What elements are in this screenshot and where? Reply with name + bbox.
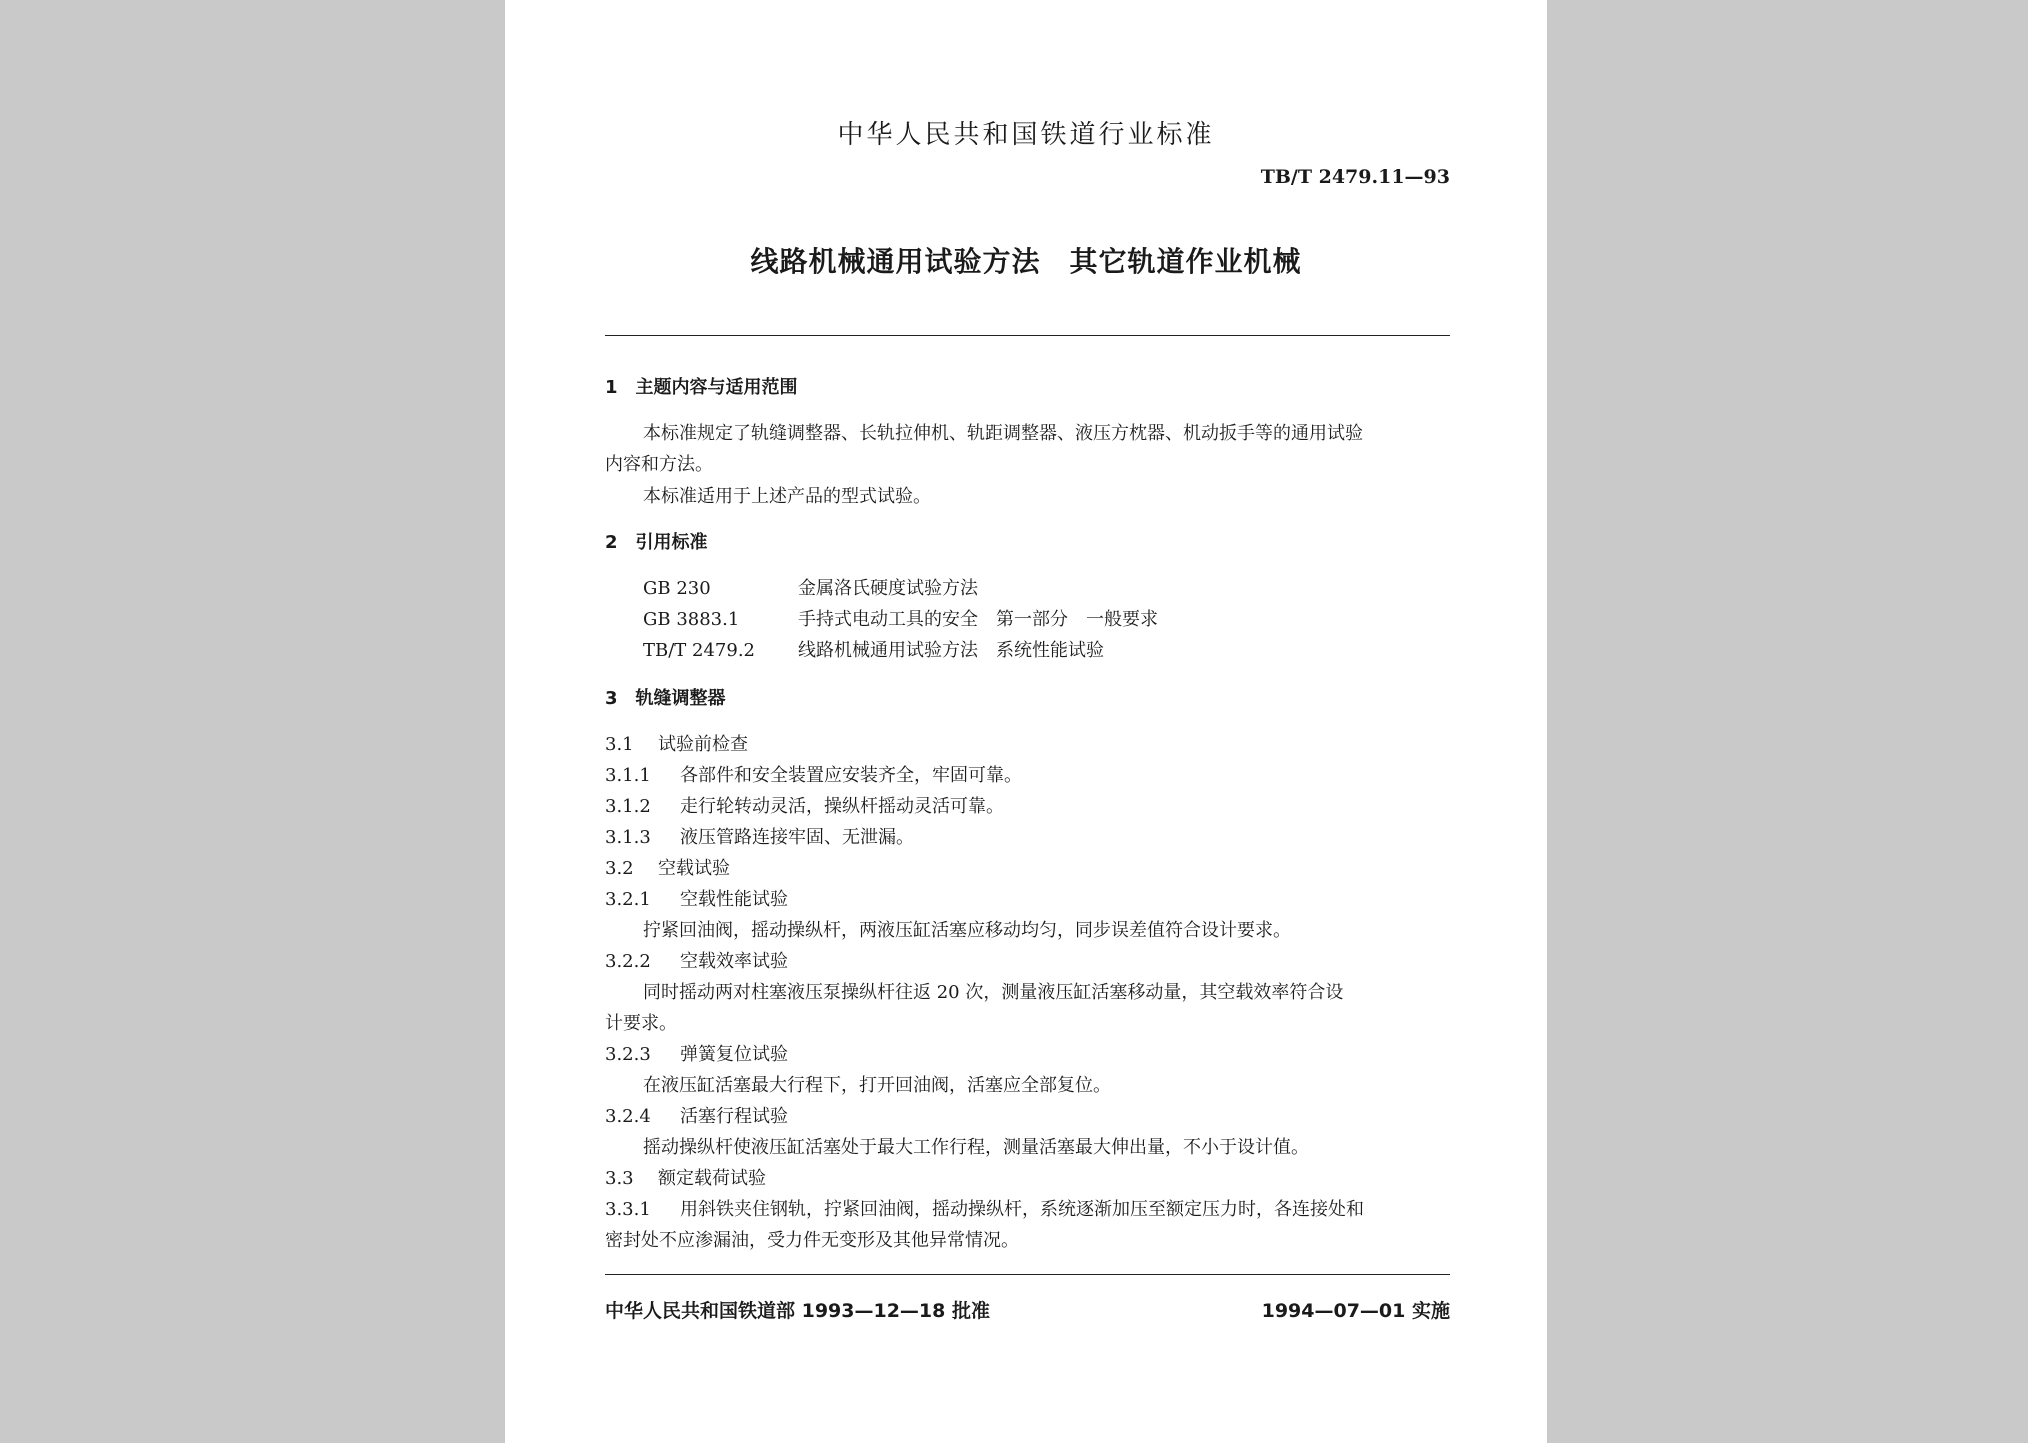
clause-text: 空载效率试验 (680, 951, 788, 972)
clause-text: 液压管路连接牢固、无泄漏。 (680, 827, 914, 848)
clause-number: 3.1.3 (605, 827, 651, 848)
clause-line (605, 1102, 788, 1128)
clause-line (605, 1040, 788, 1066)
bottom-rule (605, 1274, 1450, 1275)
section-1-paragraph-2: 本标准适用于上述产品的型式试验。 (643, 486, 931, 507)
reference-row (643, 574, 978, 600)
reference-code: GB 3883.1 (643, 609, 740, 630)
reference-title: 手持式电动工具的安全 第一部分 一般要求 (798, 609, 1158, 630)
clause-number: 3.1.2 (605, 796, 651, 817)
clause-line (605, 854, 730, 880)
clause-body: 摇动操纵杆使液压缸活塞处于最大工作行程，测量活塞最大伸出量，不小于设计值。 (643, 1137, 1309, 1158)
clause-number: 3.1 (605, 734, 634, 755)
clause-line (605, 761, 1022, 787)
clause-text: 活塞行程试验 (680, 1106, 788, 1127)
reference-code: TB/T 2479.2 (643, 640, 756, 661)
clause-number: 3.2 (605, 858, 634, 879)
clause-text: 额定载荷试验 (658, 1168, 766, 1189)
clause-number: 3.3.1 (605, 1199, 651, 1220)
section-1-paragraph-1-line-1: 本标准规定了轨缝调整器、长轨拉伸机、轨距调整器、液压方枕器、机动扳手等的通用试验 (643, 423, 1363, 444)
reference-row (643, 605, 1158, 631)
clause-text: 用斜铁夹住钢轨，拧紧回油阀，摇动操纵杆，系统逐渐加压至额定压力时，各连接处和 (680, 1199, 1364, 1220)
clause-body: 计要求。 (605, 1013, 677, 1034)
clause-text: 各部件和安全装置应安装齐全，牢固可靠。 (680, 765, 1022, 786)
clause-number: 3.2.1 (605, 889, 651, 910)
clause-number: 3.1.1 (605, 765, 651, 786)
issuing-organization: 中华人民共和国铁道行业标准 (837, 120, 1215, 150)
section-3-heading: 3 轨缝调整器 (605, 688, 726, 709)
section-2-heading: 2 引用标准 (605, 532, 708, 553)
clause-number: 3.2.2 (605, 951, 651, 972)
reference-row (643, 636, 1104, 662)
clause-number: 3.2.3 (605, 1044, 651, 1065)
standard-code: TB/T 2479.11—93 (1260, 166, 1450, 188)
section-1-heading: 1 主题内容与适用范围 (605, 377, 798, 398)
clause-body: 密封处不应渗漏油，受力件无变形及其他异常情况。 (605, 1230, 1019, 1251)
implementation-date: 1994—07—01 实施 (1261, 1300, 1450, 1322)
approval-line: 中华人民共和国铁道部 1993—12—18 批准 (605, 1300, 990, 1322)
clause-body: 同时摇动两对柱塞液压泵操纵杆往返 20 次，测量液压缸活塞移动量，其空载效率符合设 (643, 982, 1344, 1003)
clause-text: 试验前检查 (658, 734, 748, 755)
reference-title: 线路机械通用试验方法 系统性能试验 (798, 640, 1104, 661)
clause-line (605, 1195, 1364, 1221)
document-title: 线路机械通用试验方法 其它轨道作业机械 (750, 245, 1302, 278)
clause-text: 空载试验 (658, 858, 730, 879)
document-page (505, 0, 1547, 1443)
section-1-paragraph-1-line-2: 内容和方法。 (605, 454, 713, 475)
reference-title: 金属洛氏硬度试验方法 (798, 578, 978, 599)
clause-line (605, 947, 788, 973)
clause-text: 弹簧复位试验 (680, 1044, 788, 1065)
reference-code: GB 230 (643, 578, 711, 599)
clause-line (605, 792, 1004, 818)
clause-line (605, 1164, 766, 1190)
top-rule (605, 335, 1450, 336)
clause-line (605, 885, 788, 911)
clause-line (605, 730, 748, 756)
clause-number: 3.2.4 (605, 1106, 651, 1127)
clause-body: 在液压缸活塞最大行程下，打开回油阀，活塞应全部复位。 (643, 1075, 1111, 1096)
clause-number: 3.3 (605, 1168, 634, 1189)
clause-text: 空载性能试验 (680, 889, 788, 910)
clause-body: 拧紧回油阀，摇动操纵杆，两液压缸活塞应移动均匀，同步误差值符合设计要求。 (643, 920, 1291, 941)
clause-line (605, 823, 914, 849)
clause-text: 走行轮转动灵活，操纵杆摇动灵活可靠。 (680, 796, 1004, 817)
